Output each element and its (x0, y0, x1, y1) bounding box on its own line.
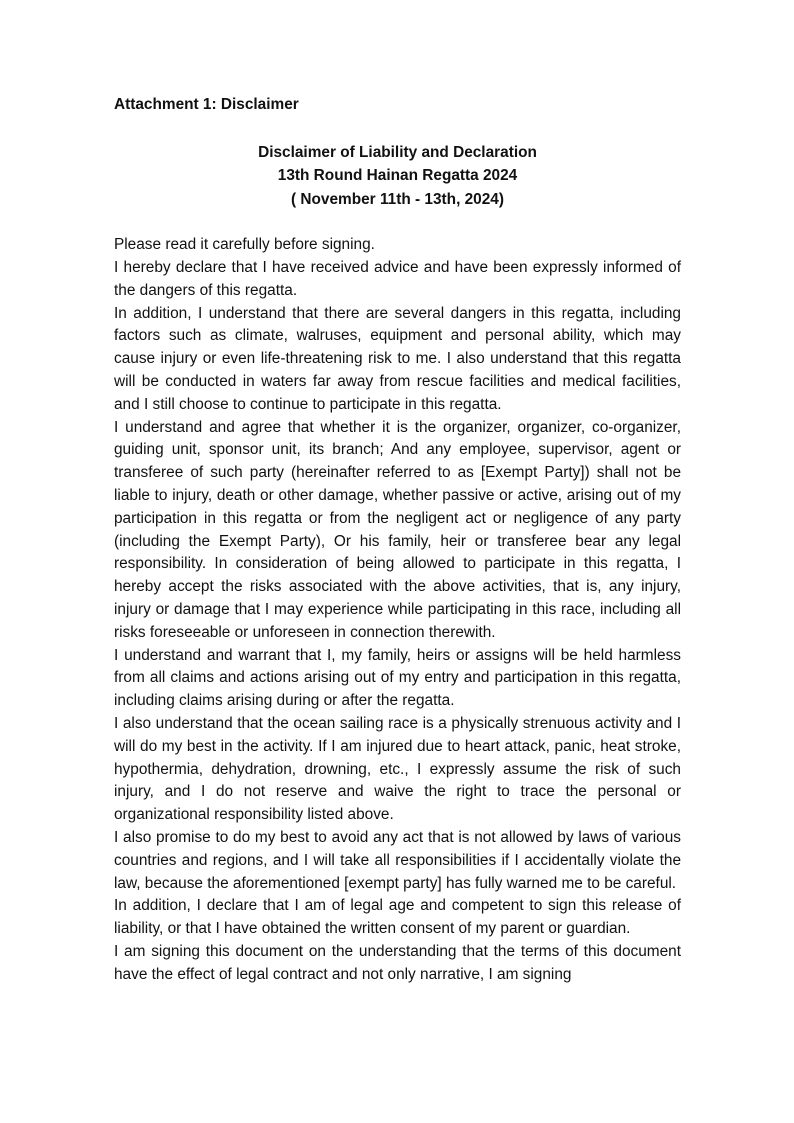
paragraph-exempt-party: I understand and agree that whether it is the organizer, organizer, co-organizer, guiding unit, sponsor unit, its branch; And any employee, supervisor, agent or transferee of such party (hereinafter referred to as [Exempt Party]) shall not be liable to injury, death or other damage, whether passive or active, arising out of my participation in this regatta or from the negligent act or negligence of any party (including the Exempt Party), Or his family, heir or transferee bear any legal responsibility. In consideration of being allowed to participate in this regatta, I hereby accept the risks associated with the above activities, that is, any injury, injury or damage that I may experience while participating in this race, including all risks foreseeable or unforeseen in connection therewith. (114, 418, 681, 641)
paragraph-physical-risk: I also understand that the ocean sailing race is a physically strenuous activity and I will do my best in the activity. If I am injured due to heart attack, panic, heat stroke, hypothermia, dehydration, drowning, etc., I expressly assume the risk of such injury, and I do not reserve and waive the right to trace the personal or organizational responsibility listed above. (114, 715, 681, 824)
paragraph-laws: I also promise to do my best to avoid any act that is not allowed by laws of various countries and regions, and I will take all responsibilities if I accidentally violate the law, because the aforementioned [exempt party] has fully warned me to be careful. (114, 829, 681, 892)
paragraph-instruction: Please read it carefully before signing. (114, 236, 375, 254)
paragraph-declaration: I hereby declare that I have received advice and have been expressly informed of the dangers of this regatta. (114, 259, 681, 299)
document-page (114, 94, 681, 987)
document-title: Disclaimer of Liability and Declaration (258, 143, 537, 161)
event-name: 13th Round Hainan Regatta 2024 (277, 167, 518, 185)
paragraph-held-harmless: I understand and warrant that I, my family, heirs or assigns will be held harmless from all claims and actions arising out of my entry and participation in this regatta, including claims arising during or after the regatta. (114, 646, 681, 710)
paragraph-legal-age: In addition, I declare that I am of legal age and competent to sign this release of liability, or that I have obtained the written consent of my parent or guardian. (114, 897, 681, 938)
attachment-heading: Attachment 1: Disclaimer (114, 96, 299, 113)
document-title-block (114, 141, 681, 212)
paragraph-dangers: In addition, I understand that there are several dangers in this regatta, including factors such as climate, walruses, equipment and personal ability, which may cause injury or even life-threatening risk to me. I also understand that this regatta will be conducted in waters far away from rescue facilities and medical facilities, and I still choose to continue to participate in this regatta. (114, 304, 681, 413)
event-dates: ( November 11th - 13th, 2024) (291, 190, 504, 208)
paragraph-legal-contract: I am signing this document on the understanding that the terms of this document have the effect of legal contract and not only narrative, I am signing (114, 943, 681, 983)
